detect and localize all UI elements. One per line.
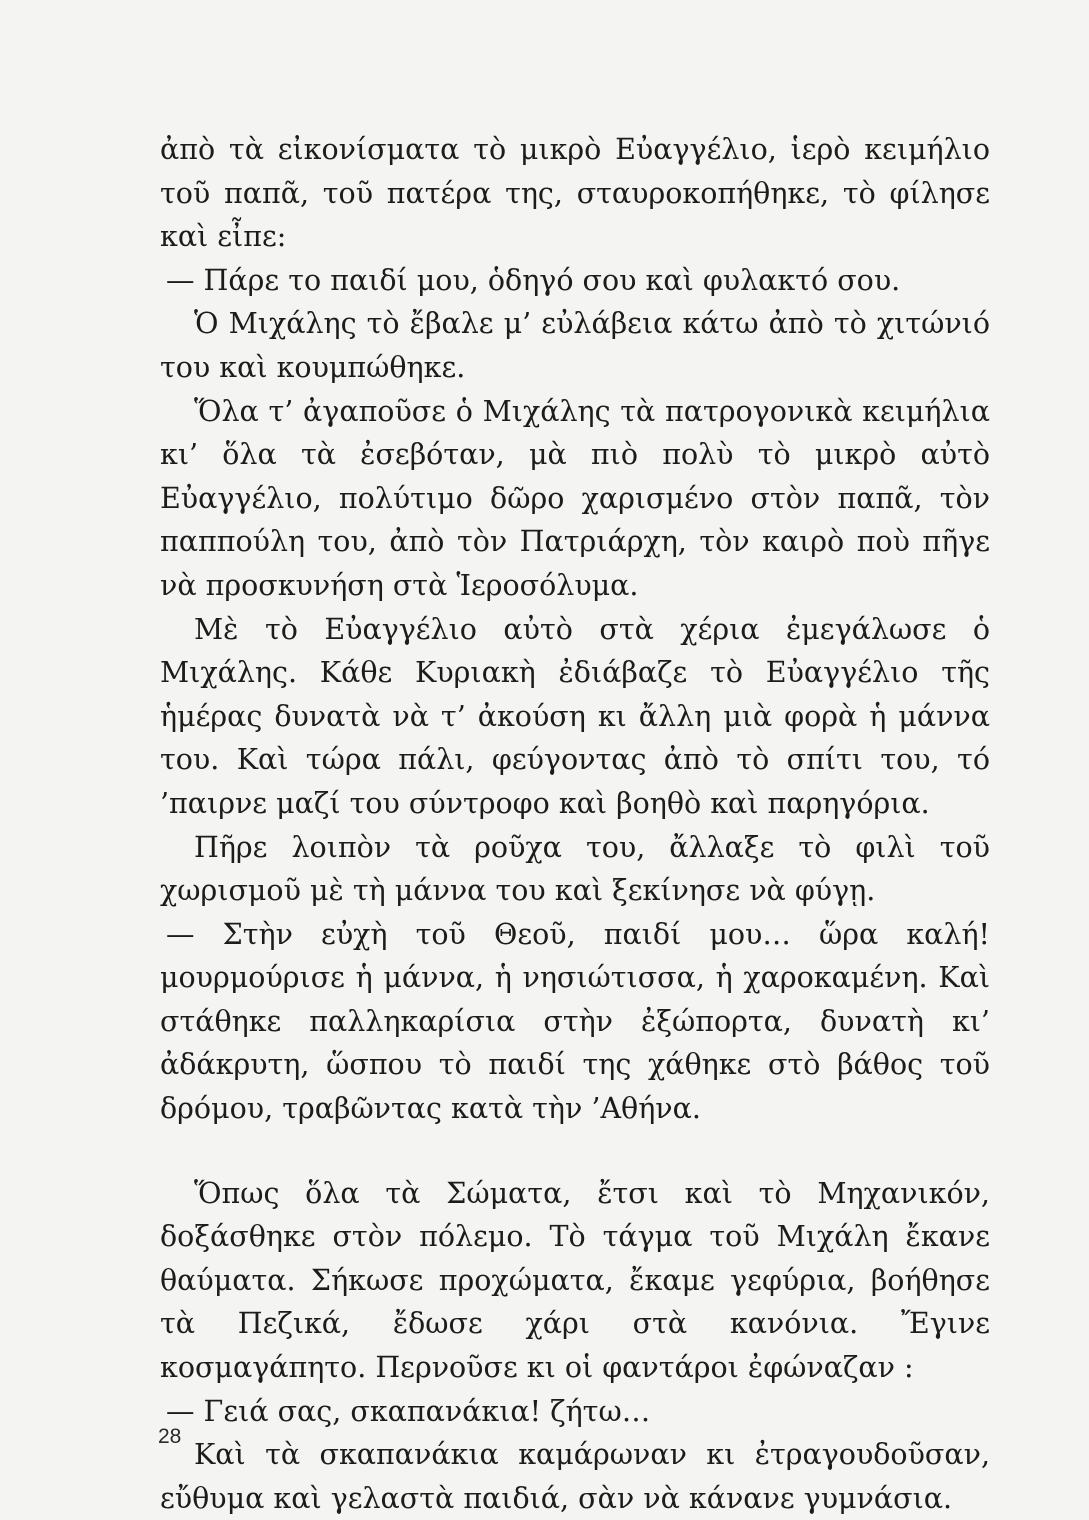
paragraph: Ὅπως ὅλα τὰ Σώματα, ἔτσι καὶ τὸ Μηχανικόν, δοξάσθηκε στὸν πόλεμο. Τὸ τάγμα τοῦ Μιχάλη ἔκανε θαύματα. Σήκωσε προχώματα, ἔκαμε γεφύρια, βοήθησε τὰ Πεζικά, ἔδωσε χάρι στὰ κανόνια. Ἔγινε κοσμαγάπητο. Περνοῦσε κι οἱ φαντάροι ἐφώναζαν : [160,1176,990,1385]
paragraph: Πῆρε λοιπὸν τὰ ροῦχα του, ἄλλαξε τὸ φιλὶ τοῦ χωρισμοῦ μὲ τὴ μάννα του καὶ ξεκίνησε νὰ φύγῃ. [160,830,990,908]
body-text [160,128,990,1520]
paragraph-continuation: ἀπὸ τὰ εἰκονίσματα τὸ μικρὸ Εὐαγγέλιο, ἱερὸ κειμήλιο τοῦ παπᾶ, τοῦ πατέρα της, σταυροκοπήθηκε, τὸ φίλησε καὶ εἶπε: [160,133,990,254]
paragraph-dialogue: — Γειά σας, σκαπανάκια! ζήτω… [166,1394,651,1428]
section-break [160,1131,990,1172]
paragraph: Ὅλα τ’ ἀγαποῦσε ὁ Μιχάλης τὰ πατρογονικὰ κειμήλια κι’ ὅλα τὰ ἐσεβόταν, μὰ πιὸ πολὺ τὸ μικρὸ αὐτὸ Εὐαγγέλιο, πολύτιμο δῶρο χαρισμένο στὸν παπᾶ, τὸν παππούλη του, ἀπὸ τὸν Πατριάρχη, τὸν καιρὸ ποὺ πῆγε νὰ προσκυνήση στὰ Ἱεροσόλυμα. [160,394,990,602]
page-number: 28 [158,1425,182,1448]
paragraph: Καὶ τὰ σκαπανάκια καμάρωναν κι ἐτραγουδοῦσαν, εὔθυμα καὶ γελαστὰ παιδιά, σὰν νὰ κάνανε γυμνάσια. [160,1438,990,1515]
paragraph-dialogue: — Πάρε το παιδί μου, ὁδηγό σου καὶ φυλακτό σου. [166,263,901,297]
paragraph: Ὁ Μιχάλης τὸ ἔβαλε μ’ εὐλάβεια κάτω ἀπὸ τὸ χιτώνιό του καὶ κουμπώθηκε. [160,307,990,384]
paragraph: Μὲ τὸ Εὐαγγέλιο αὐτὸ στὰ χέρια ἐμεγάλωσε ὁ Μιχάλης. Κάθε Κυριακὴ ἐδιάβαζε τὸ Εὐαγγέλιο τῆς ἡμέρας δυνατὰ νὰ τ’ ἀκούση κι ἄλλη μιὰ φορὰ ἡ μάννα του. Καὶ τώρα πάλι, φεύγοντας ἀπὸ τὸ σπίτι του, τό ’παιρνε μαζί του σύντροφο καὶ βοηθὸ καὶ παρηγόρια. [160,612,990,820]
paragraph-dialogue: — Στὴν εὐχὴ τοῦ Θεοῦ, παιδί μου… ὥρα καλή! μουρμούρισε ἡ μάννα, ἡ νησιώτισσα, ἡ χαροκαμένη. Καὶ στάθηκε παλληκαρίσια στὴν ἐξώπορτα, δυνατὴ κι’ ἀδάκρυτη, ὥσπου τὸ παιδί της χάθηκε στὸ βάθος τοῦ δρόμου, τραβῶντας κατὰ τὴν ’Αθήνα. [160,917,990,1126]
